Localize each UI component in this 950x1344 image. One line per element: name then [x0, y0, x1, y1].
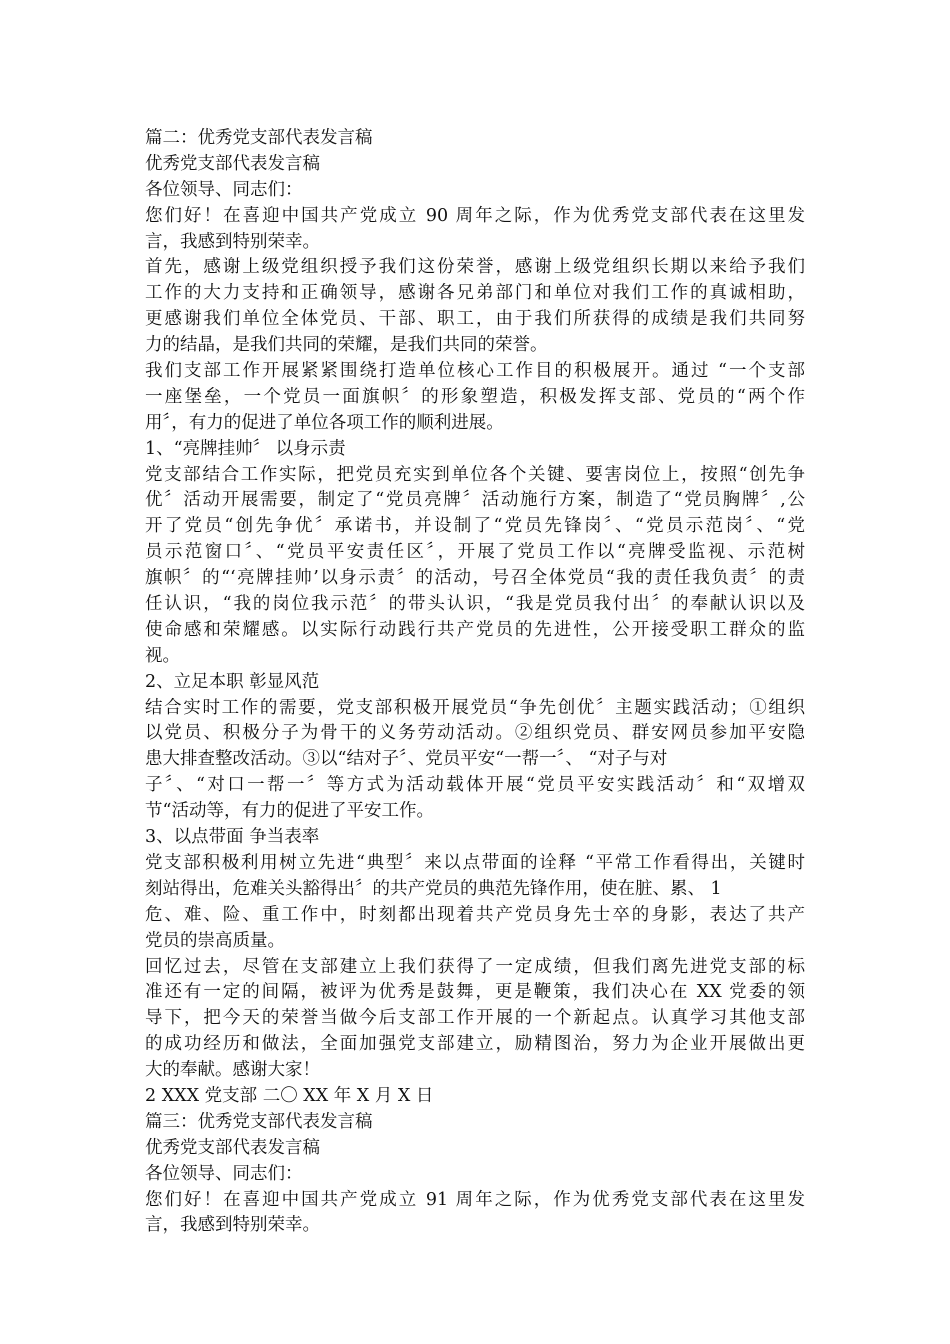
text-line: 工作的大力支持和正确领导，感谢各兄弟部门和单位对我们工作的真诚相助，: [145, 283, 805, 304]
text-line: 2、立足本职 彰显风范: [145, 671, 320, 692]
text-line: 一座堡垒，一个党员一面旗帜〞的形象塑造，积极发挥支部、党员的“两个作: [145, 386, 805, 407]
text-line: 力的结晶，是我们共同的荣耀，是我们共同的荣誉。: [145, 335, 548, 356]
text-line: 3、以点带面 争当表率: [145, 827, 320, 848]
text-line: 更感谢我们单位全体党员、干部、职工，由于我们所获得的成绩是我们共同努: [145, 309, 805, 330]
text-line: 党员的崇高质量。: [145, 930, 285, 951]
text-line: 您们好！在喜迎中国共产党成立 91 周年之际，作为优秀党支部代表在这里发: [145, 1189, 805, 1210]
text-line: 党支部结合工作实际，把党员充实到单位各个关键、要害岗位上，按照“创先争: [145, 464, 805, 485]
text-line: 准还有一定的间隔，被评为优秀是鼓舞，更是鞭策，我们决心在 XX 党委的领: [145, 982, 805, 1003]
document-page: [145, 126, 805, 1239]
text-line: 开了党员“创先争优〞承诺书，并设制了“党员先锋岗〞、“党员示范岗〞、“党: [145, 516, 805, 537]
text-line: 子〞、“对口一帮一〞等方式为活动载体开展“党员平安实践活动〞和“双增双: [145, 775, 805, 796]
text-line: 言，我感到特别荣幸。: [145, 1215, 320, 1236]
text-line: 结合实时工作的需要，党支部积极开展党员“争先创优〞主题实践活动；①组织: [145, 697, 805, 718]
text-line: 使命感和荣耀感。以实际行动践行共产党员的先进性，公开接受职工群众的监: [145, 619, 805, 640]
text-line: 各位领导、同志们：: [145, 1163, 303, 1184]
text-line: 优〞活动开展需要，制定了“党员亮牌〞活动施行方案，制造了“党员胸牌〞,公: [145, 490, 805, 511]
text-line: 言，我感到特别荣幸。: [145, 231, 320, 252]
text-line: 各位领导、同志们：: [145, 179, 303, 200]
text-line: 刻站得出，危难关头豁得出〞的共产党员的典范先锋作用，使在脏、累、 1: [145, 878, 722, 899]
text-line: 您们好！在喜迎中国共产党成立 90 周年之际，作为优秀党支部代表在这里发: [145, 205, 805, 226]
text-line: 优秀党支部代表发言稿: [145, 1137, 320, 1158]
text-line: 党支部积极利用树立先进“典型〞来以点带面的诠释 “平常工作看得出，关键时: [145, 852, 805, 873]
text-line: 篇三：优秀党支部代表发言稿: [145, 1111, 373, 1132]
text-line: 篇二：优秀党支部代表发言稿: [145, 128, 373, 148]
text-line: 1、“亮牌挂帅〞 以身示责: [145, 438, 346, 459]
text-line: 任认识，“我的岗位我示范〞的带头认识，“我是党员我付出〞的奉献认识以及: [145, 594, 805, 615]
text-line: 回忆过去，尽管在支部建立上我们获得了一定成绩，但我们离先进党支部的标: [145, 956, 805, 977]
text-line: 危、难、险、重工作中，时刻都出现着共产党员身先士卒的身影，表达了共产: [145, 904, 805, 925]
text-line: 视。: [145, 645, 180, 666]
text-line: 导下，把今天的荣誉当做今后支部工作开展的一个新起点。认真学习其他支部: [145, 1008, 805, 1029]
text-line: 用〞，有力的促进了单位各项工作的顺利进展。: [145, 412, 504, 433]
text-line: 旗帜〞的“‘亮牌挂帅’以身示责〞的活动，号召全体党员“我的责任我负责〞的责: [145, 568, 805, 589]
text-line: 以党员、积极分子为骨干的义务劳动活动。②组织党员、群安网员参加平安隐: [145, 723, 805, 744]
text-line: 员示范窗口〞、“党员平安责任区〞，开展了党员工作以“亮牌受监视、示范树: [145, 542, 805, 563]
text-line: 患大排查整改活动。③以“结对子〞、党员平安“一帮一〞、 “对子与对: [145, 749, 668, 770]
text-line: 节“活动等，有力的促进了平安工作。: [145, 801, 434, 822]
text-line: 大的奉献。感谢大家！: [145, 1060, 320, 1081]
text-line: 优秀党支部代表发言稿: [145, 153, 320, 174]
text-line: 首先，感谢上级党组织授予我们这份荣誉，感谢上级党组织长期以来给予我们: [145, 257, 805, 278]
text-line: 我们支部工作开展紧紧围绕打造单位核心工作目的积极展开。通过 “一个支部: [145, 361, 805, 382]
text-line: 2 XXX 党支部 二〇 XX 年 X 月 X 日: [145, 1085, 434, 1106]
text-line: 的成功经历和做法，全面加强党支部建立，励精图治，努力为企业开展做出更: [145, 1034, 805, 1055]
